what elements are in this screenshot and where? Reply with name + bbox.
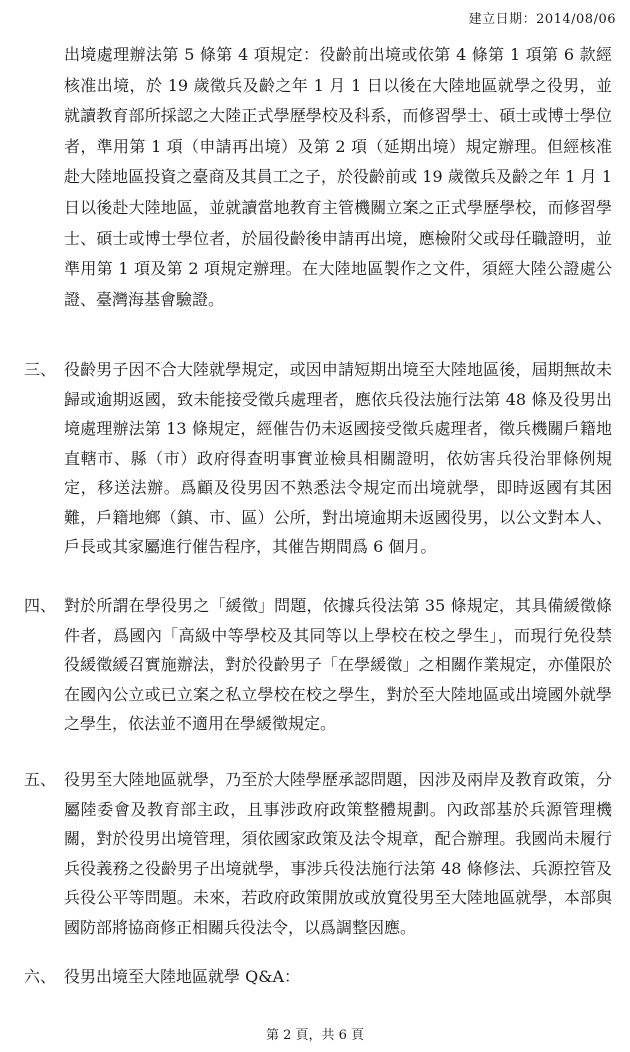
section-3 bbox=[24, 355, 612, 562]
section-4 bbox=[24, 591, 612, 739]
continuation-paragraph: 出境處理辦法第 5 條第 4 項規定：役齡前出境或依第 4 條第 1 項第 6 款經核准出境，於 19 歲徵兵及齡之年 1 月 1 日以後在大陸地區就學之役男，並就讀教育部所採認之大陸正式學歷學校及科系，而修習學士、碩士或博士學位者，準用第 1 項（申請再出境）及第 2 項（延期出境）規定辦理。但經核准赴大陸地區投資之臺商及其員工之子，於役齡前或 19 歲徵兵及齡之年 1 月 1 日以後赴大陸地區，並就讀當地教育主管機關立案之正式學歷學校，而修習學士、碩士或博士學位者，於屆役齡後申請再出境，應檢附父或母任職證明，並準用第 1 項及第 2 項規定辦理。在大陸地區製作之文件，須經大陸公證處公證、臺灣海基會驗證。 bbox=[64, 45, 612, 309]
section-3-text: 役齡男子因不合大陸就學規定，或因申請短期出境至大陸地區後，屆期無故未歸或逾期返國，致未能接受徵兵處理者，應依兵役法施行法第 48 條及役男出境處理辦法第 13 條規定，經催告仍未返國接受徵兵處理者，徵兵機關戶籍地直轄市、縣（市）政府得查明事實並檢具相關證明，依妨害兵役治罪條例規定，移送法辦。爲顧及役男因不熟悉法令規定而出境就學，即時返國有其困難，戶籍地鄉（鎮、市、區）公所，對出境逾期未返國役男，以公文對本人、戶長或其家屬進行催告程序，其催告期間爲 6 個月。 bbox=[64, 360, 612, 556]
section-4-text: 對於所謂在學役男之「緩徵」問題，依據兵役法第 35 條規定，其具備緩徵條件者，爲國內「高級中等學校及其同等以上學校在校之學生」，而現行免役禁役緩徵緩召實施辦法，對於役齡男子「在學緩徵」之相關作業規定，亦僅限於在國內公立或已立案之私立學校在校之學生，對於至大陸地區或出境國外就學之學生，依法並不適用在學緩徵規定。 bbox=[64, 596, 612, 733]
section-5-text: 役男至大陸地區就學，乃至於大陸學歷承認問題，因涉及兩岸及教育政策，分屬陸委會及教育部主政，且事涉政府政策整體規劃。內政部基於兵源管理機關，對於役男出境管理，須依國家政策及法令規章，配合辦理。我國尚未履行兵役義務之役齡男子出境就學，事涉兵役法施行法第 48 條修法、兵源控管及兵役公平等問題。未來，若政府政策開放或放寬役男至大陸地區就學，本部與國防部將協商修正相關兵役法令，以爲調整因應。 bbox=[64, 770, 612, 937]
page-number: 第 2 頁，共 6 頁 bbox=[265, 1028, 365, 1043]
section-3-number: 三、 bbox=[24, 360, 57, 379]
section-6 bbox=[24, 962, 612, 992]
section-5-number: 五、 bbox=[24, 770, 57, 789]
section-4-number: 四、 bbox=[24, 596, 57, 615]
section-6-text: 役男出境至大陸地區就學 Q&A： bbox=[64, 967, 301, 986]
section-5 bbox=[24, 765, 612, 942]
section-6-number: 六、 bbox=[24, 967, 57, 986]
creation-date: 建立日期：2014/08/06 bbox=[468, 12, 616, 27]
